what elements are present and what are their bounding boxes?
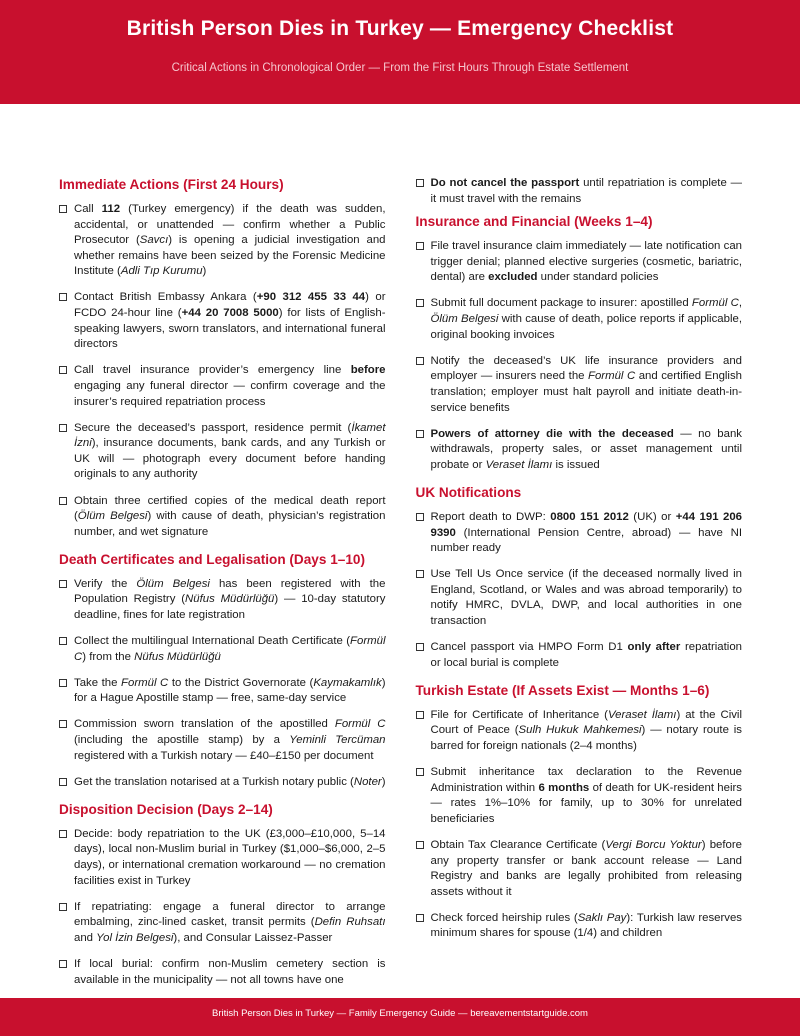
bold-text: 0800 151 2012 [550, 510, 629, 523]
checkbox-icon[interactable] [59, 778, 67, 786]
checklist-item [59, 421, 386, 483]
item-text: has been registered with the Population Registry ( [74, 577, 386, 606]
section-title: Immediate Actions (First 24 Hours) [59, 177, 284, 192]
item-text: Decide: body repatriation to the UK (£3,000–£10,000, 5–14 days), local non-Muslim burial in Turkey ($1,000–$6,000, 2–5 days), or international cremation workaround — no cremation facilities exist in Turkey [74, 827, 386, 887]
page-subtitle: Critical Actions in Chronological Order — From the First Hours Through Estate Settlement [171, 62, 629, 74]
checkbox-icon[interactable] [59, 720, 67, 728]
bold-text: only after [627, 641, 681, 654]
item-text: ) for lists of English-speaking lawyers, sworn translators, and international funeral directors [74, 307, 386, 351]
italic-text: Vergi Borcu Yoktur [605, 838, 702, 851]
checkbox-icon[interactable] [416, 570, 424, 578]
checklist-section [59, 176, 386, 540]
item-text: of death for UK-resident heirs — rates 1%–10% for family, up to 30% for unrelated beneficiaries [430, 781, 742, 825]
checklist-item [59, 775, 386, 791]
item-text: repatriation or local burial is complete [430, 641, 742, 669]
item-text: ) [381, 775, 386, 788]
checklist-item [59, 290, 386, 352]
italic-text: Adli Tıp Kurumu [120, 265, 203, 278]
italic-text: Formül C [74, 635, 386, 663]
italic-text: Yol İzin Belgesi [96, 931, 174, 944]
italic-text: Defin Ruhsatı [314, 916, 386, 929]
bold-text: Do not cancel the passport [430, 177, 580, 189]
checkbox-icon[interactable] [59, 366, 67, 374]
item-text: ) or FCDO 24-hour line ( [74, 291, 386, 320]
item-text: , [738, 297, 742, 310]
checklist-item [59, 717, 386, 764]
item-text: Report death to DWP: [430, 510, 551, 523]
section-title: UK Notifications [415, 484, 522, 500]
item-text: Submit full document package to insurer: apostilled [430, 297, 692, 310]
page-header [0, 0, 800, 104]
checklist-item [416, 296, 743, 343]
item-text: ): Turkish law reserves minimum shares for spouse (1/4) and children [430, 911, 742, 940]
section-title: Death Certificates and Legalisation (Days 1–10) [59, 551, 365, 567]
bold-text: 6 months [538, 781, 590, 794]
item-text: Contact British Embassy Ankara ( [74, 291, 257, 304]
item-text: under standard policies [537, 271, 659, 284]
item-text: ) is opening a judicial investigation and whether remains have been seized by the Forensic Medicine Institute ( [74, 234, 386, 278]
checklist-item [416, 427, 743, 474]
item-text: ), and Consular Laissez-Passer [173, 931, 333, 944]
checkbox-icon[interactable] [59, 903, 67, 911]
item-text: Obtain Tax Clearance Certificate ( [430, 838, 606, 851]
checklist-item [59, 900, 386, 947]
checklist-item [416, 567, 743, 629]
checklist-section [416, 484, 743, 671]
italic-text: Formül C [588, 370, 636, 383]
checklist-item [416, 354, 743, 416]
checkbox-icon[interactable] [416, 299, 424, 307]
checklist-item [59, 827, 386, 889]
item-text: with cause of death, police reports if applicable, original booking invoices [430, 313, 742, 341]
checklist-item [59, 202, 386, 280]
checkbox-icon[interactable] [416, 841, 424, 849]
item-text: Obtain three certified copies of the medical death report ( [74, 494, 386, 523]
item-text: registered with a Turkish notary — £40–£150 per document [74, 749, 374, 762]
checklist-item [416, 640, 743, 671]
checkbox-icon[interactable] [59, 637, 67, 645]
checkbox-icon[interactable] [59, 580, 67, 588]
italic-text: Formül C [121, 676, 169, 689]
item-text: Submit inheritance tax declaration to the Revenue Administration within [430, 766, 742, 794]
checklist-content [59, 176, 742, 992]
checklist-item [416, 838, 743, 900]
item-text: until repatriation is complete — it must travel with the remains [430, 177, 742, 205]
checklist-item [59, 676, 386, 707]
bold-text: excluded [488, 271, 538, 284]
item-text: — no bank withdrawals, property sales, or asset management until probate or [430, 427, 742, 471]
item-text: File for Certificate of Inheritance ( [430, 708, 608, 721]
italic-text: Saklı Pay [577, 911, 627, 924]
checkbox-icon[interactable] [59, 830, 67, 838]
checkbox-icon[interactable] [59, 424, 67, 432]
checklist-item [416, 239, 743, 286]
item-text: Collect the multilingual International Death Certificate ( [74, 635, 351, 648]
item-text: Get the translation notarised at a Turkish notary public ( [74, 775, 354, 788]
checkbox-icon[interactable] [416, 430, 424, 438]
item-text: (UK) or [628, 510, 676, 523]
item-text: Call [74, 203, 102, 215]
checkbox-icon[interactable] [416, 179, 424, 187]
checkbox-icon[interactable] [416, 768, 424, 776]
item-text: ) — 10-day statutory deadline, fines for late registration [74, 593, 386, 621]
item-text: ) from the [82, 650, 135, 663]
bold-text: +90 312 455 33 44 [256, 291, 366, 304]
italic-text: Nüfus Müdürlüğü [185, 593, 275, 606]
item-text: Verify the [74, 577, 137, 590]
checkbox-icon[interactable] [59, 205, 67, 213]
checklist-item [59, 957, 386, 988]
checklist-section [59, 551, 386, 791]
italic-text: Formül C [691, 297, 739, 310]
checklist-item [416, 911, 743, 942]
italic-text: Ölüm Belgesi [136, 577, 210, 590]
section-title: Turkish Estate (If Assets Exist — Months 1–6) [415, 682, 710, 698]
item-text: (Turkey emergency) if the death was sudden, accidental, or unattended — confirm whether a Public Prosecutor ( [74, 203, 386, 247]
checkbox-icon[interactable] [416, 914, 424, 922]
item-text: If repatriating: engage a funeral director to arrange embalming, zinc-lined casket, transit permits ( [74, 900, 386, 929]
section-title: Insurance and Financial (Weeks 1–4) [415, 214, 653, 230]
italic-text: Savcı [139, 234, 169, 247]
italic-text: Ölüm Belgesi [77, 510, 148, 523]
checklist-item [416, 176, 743, 207]
bold-text: +44 20 7008 5000 [181, 307, 279, 320]
item-text: Secure the deceased’s passport, residence permit ( [74, 421, 352, 434]
checklist-section [416, 213, 743, 473]
item-text: (International Pension Centre, abroad) — have NI number ready [430, 526, 742, 555]
italic-text: Noter [353, 775, 382, 788]
checklist-item [59, 494, 386, 541]
italic-text: İkamet İzni [74, 421, 386, 450]
checklist-item [416, 765, 743, 827]
checklist-section [416, 682, 743, 942]
item-text: Check forced heirship rules ( [430, 911, 578, 924]
checklist-item [59, 634, 386, 665]
checkbox-icon[interactable] [416, 242, 424, 250]
checkbox-icon[interactable] [416, 513, 424, 521]
item-text: (including the apostille stamp) by a [74, 734, 290, 747]
checkbox-icon[interactable] [59, 293, 67, 301]
checklist-item [416, 708, 743, 755]
italic-text: Veraset İlamı [607, 708, 677, 721]
bold-text: +44 191 206 9390 [430, 510, 742, 539]
italic-text: Ölüm Belgesi [430, 313, 499, 326]
item-text: ) — notary route is barred for foreign nationals (2–4 months) [430, 724, 742, 752]
italic-text: Yeminli Tercüman [289, 734, 386, 747]
item-text: and certified English translation; employer must halt payroll and initiate death-in-service benefits [430, 370, 742, 414]
item-text: File travel insurance claim immediately — late notification can trigger denial; planned elective surgeries (cosmetic, bariatric, dental) are [430, 240, 742, 284]
item-text: ), insurance documents, bank cards, and any Turkish or UK will — photograph every document before handing originals to any authority [74, 437, 386, 481]
bold-text: before [350, 364, 386, 377]
italic-text: Kaymakamlık [313, 676, 382, 689]
checklist-item [59, 577, 386, 624]
item-text: Use Tell Us Once service (if the deceased normally lived in England, Scotland, or Wales and was abroad temporarily) to notify HMRC, DVLA, DWP, and local authorities in one transaction [430, 568, 742, 627]
item-text: Call travel insurance provider’s emergency line [74, 364, 351, 377]
item-text: ) before any property transfer or bank account release — Land Registry and banks are legally prohibited from releasing assets without it [430, 838, 742, 898]
checkbox-icon[interactable] [59, 497, 67, 505]
item-text: ) for a Hague Apostille stamp — free, same-day service [74, 676, 386, 705]
bold-text: Powers of attorney die with the deceased [430, 427, 674, 440]
item-text: and [74, 931, 97, 944]
item-text: ) with cause of death, physician’s registration number, and wet signature [74, 510, 386, 538]
item-text: ) [202, 265, 207, 278]
page-title: British Person Dies in Turkey — Emergency Checklist [126, 17, 674, 40]
item-text: ) at the Civil Court of Peace ( [430, 708, 742, 737]
item-text: Cancel passport via HMPO Form D1 [430, 641, 628, 654]
item-text: Notify the deceased’s UK life insurance providers and employer — insurers need the [430, 354, 742, 383]
checkbox-icon[interactable] [416, 357, 424, 365]
checkbox-icon[interactable] [416, 711, 424, 719]
item-text: is issued [552, 458, 600, 471]
italic-text: Nüfus Müdürlüğü [134, 650, 221, 663]
italic-text: Sulh Hukuk Mahkemesi [518, 724, 642, 737]
checkbox-icon[interactable] [59, 679, 67, 687]
section-title: Disposition Decision (Days 2–14) [59, 801, 273, 817]
item-text: to the District Governorate ( [168, 676, 314, 689]
checklist-item [59, 363, 386, 410]
item-text: Take the [74, 676, 122, 689]
checkbox-icon[interactable] [416, 643, 424, 651]
italic-text: Formül C [334, 718, 386, 731]
item-text: engaging any funeral director — confirm coverage and the insurer’s required repatriation process [74, 379, 386, 408]
checkbox-icon[interactable] [59, 960, 67, 968]
item-text: Commission sworn translation of the apostilled [74, 718, 335, 731]
item-text: If local burial: confirm non-Muslim cemetery section is available in the municipality — not all towns have one [74, 957, 386, 986]
bold-text: 112 [101, 203, 121, 215]
checklist-item [416, 510, 743, 557]
page-footer: British Person Dies in Turkey — Family Emergency Guide — bereavementstartguide.com [0, 998, 800, 1036]
italic-text: Veraset İlamı [485, 458, 553, 471]
